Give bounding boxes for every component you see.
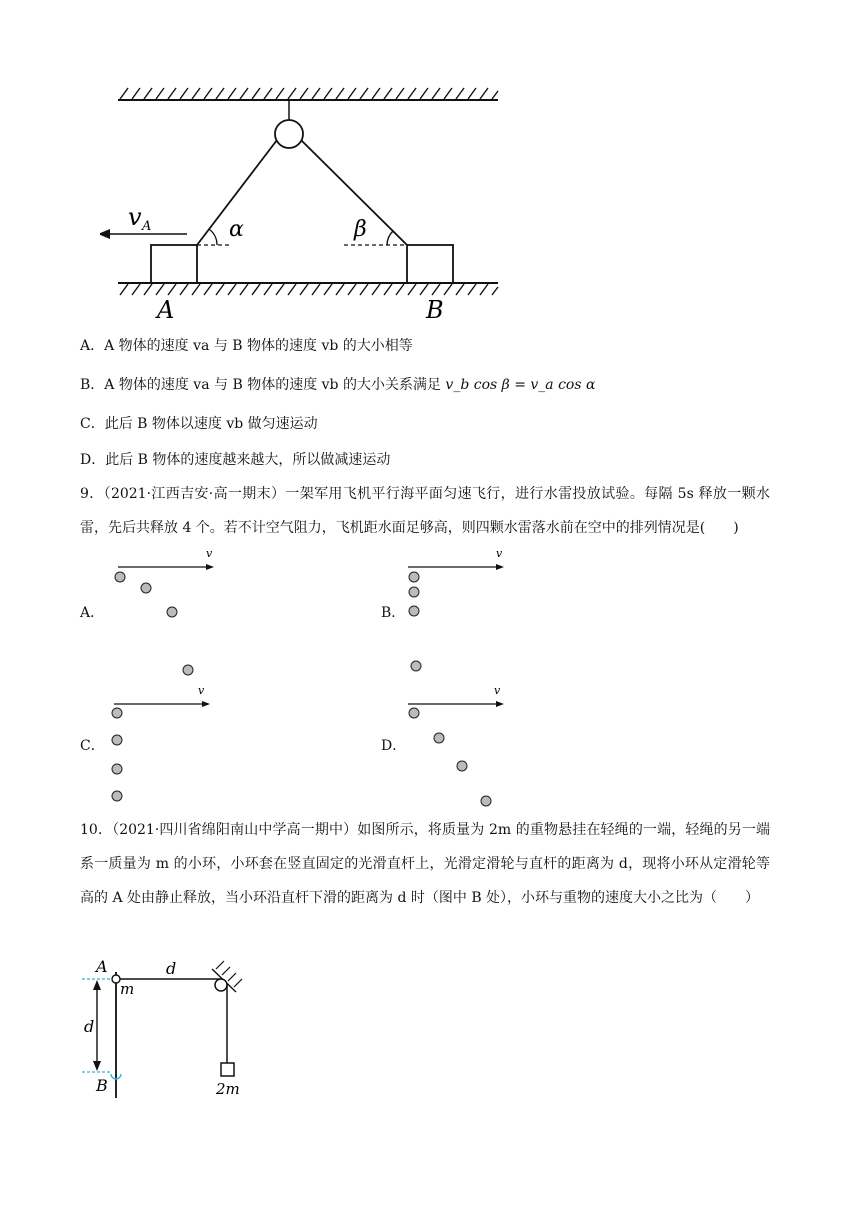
q8-option-a: A．A 物体的速度 va 与 B 物体的速度 vb 的大小相等 (80, 338, 413, 354)
q9-option-d-figure (400, 682, 510, 810)
q9-option-c-label: C． (80, 738, 105, 754)
label-d-left: d (84, 1017, 95, 1036)
block-a (151, 245, 197, 283)
label-va: v (128, 203, 142, 231)
q9-option-d-label: D． (381, 738, 407, 754)
label-beta: β (354, 217, 367, 242)
svg-text:v: v (494, 684, 501, 697)
q9-option-c-figure (106, 682, 216, 807)
fixed-pulley (215, 979, 227, 991)
label-weight-2m: 2m (216, 1080, 240, 1098)
q10-figure (78, 950, 268, 1100)
q8-option-c: C．此后 B 物体以速度 vb 做匀速运动 (80, 416, 318, 432)
q10-question: 10．（2021·四川省绵阳南山中学高一期中）如图所示，将质量为 2m 的重物悬挂在轻绳的一端，轻绳的另一端系一质量为 m 的小环，小环套在竖直固定的光滑直杆上，光滑定滑轮与直杆的距离为 d，现将小环从定滑轮等高的 A 处由静止释放，当小环沿直杆下滑的距离为 d 时（图中 B 处），小环与重物的速度大小之比为（ ） (80, 822, 770, 906)
pulley-wheel (275, 120, 303, 148)
svg-text:v: v (206, 547, 213, 560)
ceiling-hatch (120, 88, 498, 99)
q8-option-b (80, 375, 595, 395)
ring-m (112, 975, 120, 983)
label-block-a: A (157, 296, 175, 324)
q9-option-a-extra-ball (180, 662, 196, 678)
label-block-b: B (426, 296, 444, 324)
svg-text:v: v (198, 684, 205, 697)
ground-hatch (120, 284, 498, 295)
pulley-figure (100, 80, 510, 325)
svg-text:v: v (496, 547, 503, 560)
label-va-sub: A (142, 219, 152, 234)
q9-option-a-figure (110, 545, 220, 630)
label-ring-a: A (96, 957, 108, 976)
q8-option-d: D．此后 B 物体的速度越来越大，所以做减速运动 (80, 452, 391, 468)
label-ring-m: m (120, 980, 135, 998)
q9-question: 9．（2021·江西吉安·高一期末）一架军用飞机平行海平面匀速飞行，进行水雷投放试验。每隔 5s 释放一颗水雷，先后共释放 4 个。若不计空气阻力，飞机距水面足够高，则四颗水雷落水前在空中的排列情况是( ) (80, 486, 770, 536)
label-d-top: d (166, 959, 177, 978)
weight-2m (221, 1063, 234, 1076)
block-b (407, 245, 453, 283)
q9-option-b-figure (400, 545, 510, 675)
q8-option-b-formula: v_b cos β = v_a cos α (445, 377, 596, 393)
label-ring-b: B (96, 1076, 108, 1095)
velocity-arrow-head (100, 229, 110, 239)
label-alpha: α (229, 217, 244, 242)
q9-option-a-label: A． (80, 605, 105, 621)
q8-option-b-text: B．A 物体的速度 va 与 B 物体的速度 vb 的大小关系满足 (80, 377, 441, 393)
q9-option-b-label: B． (381, 605, 406, 621)
